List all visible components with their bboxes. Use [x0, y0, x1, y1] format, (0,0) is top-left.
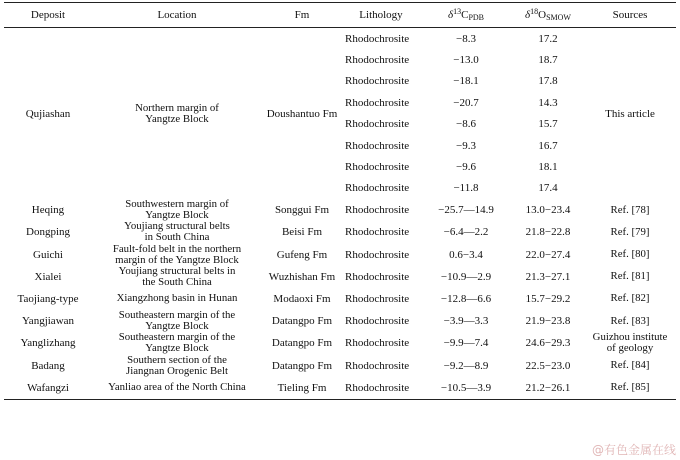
formation-cell: Datangpo Fm [271, 359, 333, 372]
source-cell: Ref. [80] [610, 248, 650, 261]
lithology-cell: Rhodochrosite [345, 118, 410, 131]
lithology-cell: Rhodochrosite [345, 75, 410, 88]
oxygen-value: 22.0−27.4 [525, 248, 571, 261]
oxygen-value: 13.0−23.4 [525, 204, 571, 217]
oxygen-value: 21.9−23.8 [525, 315, 571, 328]
oxygen-value: 21.3−27.1 [525, 270, 571, 283]
location-cell: Yanliao area of the North China [92, 377, 262, 400]
table-row [4, 244, 676, 266]
oxygen-value: 18.7 [538, 54, 558, 67]
source-cell: Ref. [81] [610, 270, 650, 283]
carbon-value: −9.3 [456, 139, 476, 152]
oxygen-value: 21.2−26.1 [512, 377, 584, 400]
lithology-cell: Rhodochrosite [345, 226, 410, 239]
header-sources: Sources [584, 3, 676, 28]
table-row [4, 266, 676, 288]
carbon-value: −11.8 [453, 182, 479, 195]
lithology-cell: Rhodochrosite [345, 182, 410, 195]
lithology-cell: Rhodochrosite [345, 32, 410, 45]
header-oxygen-isotope: $\delta^{18}O_{SMOW}$ [512, 3, 584, 28]
formation-cell: Wuzhishan Fm [268, 270, 336, 283]
deposit-cell: Qujiashan [25, 107, 71, 120]
carbon-value: −20.7 [453, 96, 479, 109]
deposit-cell: Guichi [33, 248, 63, 261]
carbon-value: −6.4—2.2 [443, 226, 489, 239]
lithology-cell: Rhodochrosite [345, 315, 410, 328]
location-cell: Southeastern margin of the Yangtze Block [118, 309, 236, 333]
oxygen-value: 17.4 [538, 182, 558, 195]
location-cell: Youjiang structural belts in South China [124, 220, 230, 244]
lithology-cell: Rhodochrosite [345, 96, 410, 109]
carbon-value: −13.0 [453, 54, 479, 67]
location-cell: Youjiang structural belts in the South China [118, 264, 236, 288]
source-cell: Ref. [82] [610, 292, 650, 305]
table-row [4, 310, 676, 332]
header-fm: Fm [262, 3, 342, 28]
formation-cell: Tieling Fm [262, 377, 342, 400]
oxygen-value: 24.6−29.3 [525, 337, 571, 350]
oxygen-value: 17.8 [538, 75, 558, 88]
oxygen-value: 16.7 [538, 139, 558, 152]
location-cell: Southeastern margin of the Yangtze Block [118, 331, 236, 355]
location-cell: Southern section of the Jiangnan Orogenic Belt [126, 353, 228, 377]
carbon-value: −10.5—3.9 [420, 377, 512, 400]
formation-cell: Datangpo Fm [271, 315, 333, 328]
deposit-cell: Taojiang-type [17, 292, 79, 305]
table-row [4, 28, 676, 50]
carbon-value: −3.9—3.3 [443, 315, 489, 328]
source-cell: Guizhou institute of geology [592, 331, 668, 355]
deposit-cell: Dongping [26, 226, 70, 239]
formation-cell: Beisi Fm [281, 226, 323, 239]
isotope-table [4, 2, 676, 400]
deposit-cell: Heqing [31, 204, 65, 217]
header-deposit: Deposit [4, 3, 92, 28]
oxygen-value: 17.2 [538, 32, 558, 45]
lithology-cell: Rhodochrosite [345, 204, 410, 217]
location-cell: Fault-fold belt in the northern margin of the Yangtze Block [112, 242, 242, 266]
deposit-cell: Yangjiawan [21, 315, 75, 328]
location-cell: Northern margin of Yangtze Block [135, 101, 219, 125]
oxygen-value: 22.5−23.0 [525, 359, 571, 372]
deposit-cell: Wafangzi [4, 377, 92, 400]
lithology-cell: Rhodochrosite [345, 161, 410, 174]
source-cell: Ref. [84] [610, 359, 650, 372]
formation-cell: Modaoxi Fm [273, 292, 331, 305]
oxygen-value: 15.7−29.2 [525, 292, 571, 305]
carbon-value: −18.1 [453, 75, 479, 88]
watermark: @有色金属在线 [591, 443, 676, 457]
table-row [4, 332, 676, 354]
carbon-value: −12.8—6.6 [440, 292, 492, 305]
table-row [4, 354, 676, 376]
deposit-cell: Badang [31, 359, 65, 372]
lithology-cell: Rhodochrosite [345, 270, 410, 283]
location-cell: Southwestern margin of Yangtze Block [125, 198, 229, 222]
source-cell: Ref. [85] [584, 377, 676, 400]
header-lithology: Lithology [342, 3, 420, 28]
carbon-value: −9.9—7.4 [443, 337, 489, 350]
table-row [4, 221, 676, 243]
source-cell: Ref. [79] [610, 225, 650, 238]
lithology-cell: Rhodochrosite [345, 54, 410, 67]
table-row [4, 199, 676, 221]
oxygen-value: 14.3 [538, 96, 558, 109]
deposit-cell: Yanglizhang [20, 337, 76, 350]
carbon-value: −9.6 [456, 161, 476, 174]
source-cell: Ref. [78] [610, 203, 650, 216]
header-location: Location [92, 3, 262, 28]
carbon-value: −8.3 [456, 32, 476, 45]
table-row [4, 288, 676, 310]
lithology-cell: Rhodochrosite [345, 248, 410, 261]
oxygen-value: 18.1 [538, 161, 558, 174]
carbon-value: −8.6 [456, 118, 476, 131]
formation-cell: Gufeng Fm [276, 248, 328, 261]
source-cell: This article [605, 107, 655, 120]
oxygen-value: 15.7 [538, 118, 558, 131]
carbon-value: 0.6−3.4 [449, 248, 483, 261]
formation-cell: Datangpo Fm [271, 337, 333, 350]
location-cell: Xiangzhong basin in Hunan [116, 292, 238, 305]
header-row [4, 3, 676, 28]
oxygen-value: 21.8−22.8 [525, 226, 571, 239]
formation-cell: Doushantuo Fm [266, 107, 338, 120]
carbon-value: −10.9—2.9 [440, 270, 492, 283]
carbon-value: −25.7—14.9 [438, 204, 494, 217]
lithology-cell: Rhodochrosite [345, 359, 410, 372]
lithology-cell: Rhodochrosite [342, 377, 420, 400]
lithology-cell: Rhodochrosite [345, 337, 410, 350]
deposit-cell: Xialei [34, 270, 62, 283]
formation-cell: Songgui Fm [274, 204, 330, 217]
lithology-cell: Rhodochrosite [345, 292, 410, 305]
source-cell: Ref. [83] [610, 314, 650, 327]
carbon-value: −9.2—8.9 [443, 359, 489, 372]
table-row [4, 377, 676, 400]
header-carbon-isotope: $\delta^{13}C_{PDB}$ [420, 3, 512, 28]
lithology-cell: Rhodochrosite [345, 139, 410, 152]
